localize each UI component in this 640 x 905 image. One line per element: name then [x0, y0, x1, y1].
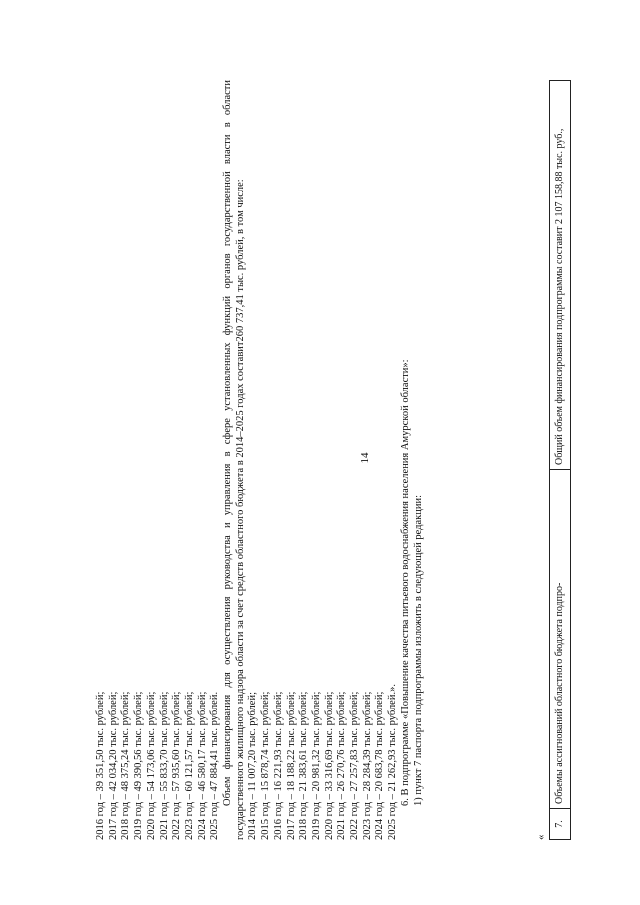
item-6-1: 1) пункт 7 паспорта подпрограммы изложить в следующей редакции:: [412, 494, 424, 806]
page-number: 14: [359, 452, 371, 464]
list-item: 2016 год – 39 351,50 тыс. рублей;: [95, 691, 106, 840]
list-item: 2017 год – 42 034,20 тыс. рублей;: [107, 691, 119, 840]
table-cell-label: Объемы ассигнований областного бюджета подпро-: [550, 470, 571, 809]
table-row: [550, 81, 571, 840]
year-list-a: [95, 80, 222, 840]
list-item: 2014 год – 11 007,20 тыс. рублей;: [247, 692, 259, 840]
list-item: 2016 год – 16 221,93 тыс. рублей;: [272, 691, 284, 840]
list-item: 2025 год – 47 884,41 тыс. рублей.: [209, 691, 221, 840]
financing-paragraph: Объем финансирования для осуществления руководства и управления в сфере установленных функций органов государственной власти в области государственного жилищного надзора области за счет средств областного бюджета в 2014–2025 годах составит260 737,41 тыс. рублей, в том числе:: [222, 80, 246, 840]
item-6: 6. В подпрограмме «Повышение качества питьевого водоснабжения населения Амурской области»:: [399, 359, 411, 806]
year-list-b: [247, 80, 399, 840]
list-item: 2024 год – 20 683,78 тыс. рублей;: [374, 691, 386, 840]
list-item: 2017 год – 18 188,22 тыс. рублей;: [285, 691, 297, 840]
list-item: 2015 год – 15 878,74 тыс. рублей;: [260, 691, 272, 840]
list-item: 2020 год – 54 173,06 тыс. рублей;: [145, 691, 157, 840]
document-body: [95, 80, 607, 840]
table-cell-value: Общий объем финансирования подпрограммы составит 2 107 158,88 тыс. руб.,: [550, 81, 571, 470]
list-item: 2024 год – 46 580,17 тыс. рублей;: [196, 691, 208, 840]
list-item: 2023 год – 60 121,57 тыс. рублей;: [183, 691, 195, 840]
list-item: 2022 год – 57 935,60 тыс. рублей;: [171, 691, 183, 840]
opening-quote: «: [535, 834, 547, 840]
list-item: 2022 год – 27 257,83 тыс. рублей;: [349, 691, 361, 840]
list-item: 2019 год – 49 390,56 тыс. рублей;: [133, 691, 145, 840]
list-item: 2023 год – 28 284,39 тыс. рублей;: [361, 691, 373, 840]
list-item: 2021 год – 55 833,70 тыс. рублей;: [158, 691, 170, 840]
list-item: 2020 год – 33 316,69 тыс. рублей;: [323, 691, 335, 840]
list-item: 2021 год – 26 270,76 тыс. рублей;: [336, 691, 348, 840]
list-item: 2018 год – 48 375,24 тыс. рублей;: [120, 691, 132, 840]
list-item: 2018 год – 21 383,61 тыс. рублей;: [298, 691, 310, 840]
list-item: 2025 год – 21 262,93 тыс. рублей.».: [387, 684, 399, 840]
table-cell-number: 7.: [550, 809, 571, 840]
passport-table: [549, 80, 571, 840]
list-item: 2019 год – 20 981,32 тыс. рублей;: [310, 691, 322, 840]
